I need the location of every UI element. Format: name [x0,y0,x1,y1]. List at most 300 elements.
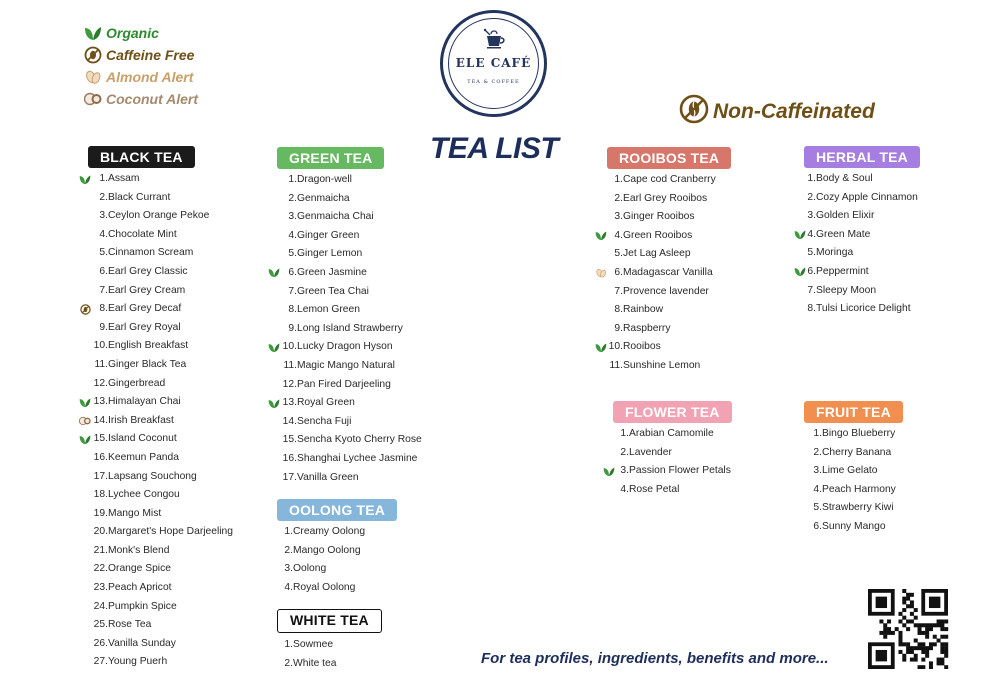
list-item [88,449,233,468]
leaf-icon [794,266,806,278]
item-name: Earl Grey Royal [108,321,181,333]
item-number: 27. [93,656,108,668]
item-number: 1. [807,173,816,184]
coconut-icon [79,415,91,427]
item-number: 1. [813,428,822,439]
item-number: 7. [807,284,816,296]
list-item [277,413,422,432]
leaf-icon [794,266,806,277]
list-item [607,208,731,227]
list-item [277,190,422,209]
item-name: Pumpkin Spice [108,600,177,612]
list-item [804,300,920,319]
list-item [607,320,731,339]
list-item [607,171,731,190]
item-number: 11. [94,358,108,370]
item-number: 18. [93,489,108,501]
list-item [277,264,422,283]
item-name: Ginger Lemon [297,248,363,260]
list-item [804,481,903,500]
legend-almond-alert: Almond Alert [84,66,198,88]
leaf-icon [79,433,91,445]
item-name: Cozy Apple Cinnamon [816,191,918,203]
item-name: Madagascar Vanilla [623,266,713,278]
item-number: 7. [288,285,297,297]
no-caffeine-icon [84,46,102,64]
item-number: 10. [282,341,297,353]
list-item [88,244,233,263]
green-tea-list [277,171,422,487]
item-name: Irish Breakfast [108,414,174,426]
item-number: 3. [288,211,297,223]
list-item [277,301,422,320]
list-item [88,412,233,431]
item-number: 24. [93,600,108,612]
herbal-tea-section [804,146,920,319]
almond-icon [595,267,607,279]
leaf-icon [79,173,91,185]
item-number: 8. [614,304,623,316]
list-item [607,301,731,320]
item-name: Tulsi Licorice Delight [816,303,911,315]
rooibos-tea-header: ROOIBOS TEA [607,147,731,169]
item-number: 1. [99,173,108,184]
flower-tea-header: FLOWER TEA [613,401,732,423]
list-item [804,282,920,301]
list-item [613,462,732,481]
item-number: 13. [282,397,297,409]
item-name: Lapsang Souchong [108,470,197,482]
item-name: Peppermint [816,265,869,277]
list-item [277,542,397,561]
item-number: 12. [93,377,108,389]
item-number: 9. [614,322,623,334]
list-item [277,283,422,302]
item-number: 11. [283,359,297,371]
item-number: 2. [99,191,108,203]
item-number: 4. [620,483,629,495]
item-number: 2. [620,446,629,458]
item-number: 9. [288,322,297,334]
item-name: Rose Petal [629,483,680,495]
logo-subtitle: TEA & COFFEE [467,79,520,85]
item-name: Orange Spice [108,563,171,575]
item-number: 2. [813,446,822,458]
item-number: 16. [93,451,108,463]
list-item [607,357,731,376]
page-title: TEA LIST [430,132,559,165]
list-item [607,283,731,302]
item-number: 5. [288,248,297,260]
list-item [607,264,731,283]
list-item [88,337,233,356]
item-name: Rose Tea [108,619,152,631]
item-number: 3. [620,465,629,477]
item-number: 17. [282,471,297,483]
item-name: Cinnamon Scream [108,247,194,259]
list-item [613,481,732,500]
item-name: Dragon-well [297,174,352,185]
item-number: 6. [807,265,816,277]
list-item [277,579,397,598]
item-name: Mango Oolong [293,544,361,556]
item-name: Genmaicha Chai [297,211,374,223]
leaf-icon [794,229,806,240]
item-name: Pan Fired Darjeeling [297,378,391,390]
list-item [88,356,233,375]
list-item [88,653,233,672]
item-number: 4. [813,483,822,495]
rooibos-tea-section [607,147,731,376]
list-item [804,189,920,208]
list-item [804,462,903,481]
list-item [804,444,903,463]
list-item [277,208,422,227]
leaf-icon [79,396,91,408]
oolong-tea-list [277,523,397,597]
fruit-tea-list [804,425,903,537]
item-number: 26. [93,637,108,649]
non-caffeinated-label: Non-Caffeinated [713,99,875,123]
list-item [804,244,920,263]
item-name: Royal Green [297,397,355,409]
item-number: 25. [93,619,108,631]
list-item [613,425,732,444]
item-name: Green Rooibos [623,229,693,241]
list-item [277,338,422,357]
item-number: 20. [93,526,108,538]
item-number: 6. [813,520,822,532]
list-item [277,357,422,376]
list-item [88,598,233,617]
leaf-icon [268,398,280,409]
item-name: Bingo Blueberry [822,428,896,439]
item-name: Long Island Strawberry [297,322,403,334]
item-name: Body & Soul [816,173,873,184]
item-name: Lucky Dragon Hyson [297,341,393,353]
white-tea-section [277,609,382,673]
item-name: White tea [293,657,337,669]
list-item [804,207,920,226]
item-number: 15. [282,434,297,446]
list-item [88,468,233,487]
item-number: 17. [93,470,108,482]
list-item [88,226,233,245]
item-number: 3. [614,211,623,223]
list-item [277,450,422,469]
herbal-tea-list [804,170,920,319]
green-tea-section [277,147,422,487]
list-item [277,431,422,450]
list-item [88,263,233,282]
item-name: Earl Grey Cream [108,284,186,296]
item-number: 10. [93,340,108,352]
item-name: Green Jasmine [297,266,367,278]
item-name: Sunshine Lemon [623,359,701,371]
item-number: 11. [609,359,623,371]
list-item [277,394,422,413]
item-number: 7. [99,284,108,296]
item-name: Ginger Green [297,229,360,241]
fruit-tea-header: FRUIT TEA [804,401,903,423]
item-name: Young Puerh [108,656,168,668]
herbal-tea-header: HERBAL TEA [804,146,920,168]
list-item [88,616,233,635]
list-item [277,171,422,190]
black-tea-list [88,170,233,672]
fruit-tea-section [804,401,903,537]
item-name: English Breakfast [108,340,189,352]
leaf-icon [268,397,280,409]
item-name: Magic Mango Natural [297,359,395,371]
list-item [607,338,731,357]
item-name: Keemun Panda [108,451,179,463]
item-number: 5. [813,502,822,514]
oolong-tea-header: OOLONG TEA [277,499,397,521]
list-item [88,579,233,598]
item-name: Shanghai Lychee Jasmine [297,452,418,464]
qr-code[interactable] [868,589,953,674]
item-number: 2. [284,544,293,556]
item-number: 5. [99,247,108,259]
list-item [88,635,233,654]
list-item [277,655,382,674]
item-name: Peach Apricot [108,582,172,594]
list-item [804,263,920,282]
leaf-icon [595,341,607,353]
item-name: Cherry Banana [822,446,892,458]
item-number: 9. [99,321,108,333]
leaf-icon [794,229,806,241]
leaf-icon [603,465,615,477]
item-number: 15. [93,433,108,445]
leaf-icon [595,230,607,241]
list-item [88,523,233,542]
item-number: 2. [284,657,293,669]
almond-icon [84,68,102,86]
item-name: Sencha Kyoto Cherry Rose [297,434,422,446]
item-name: Monk's Blend [108,544,170,556]
oolong-tea-section [277,499,397,597]
rooibos-tea-list [607,171,731,376]
leaf-icon [595,230,607,242]
item-number: 2. [288,192,297,204]
list-item [88,505,233,524]
item-number: 3. [813,465,822,477]
item-number: 16. [282,452,297,464]
item-number: 6. [614,266,623,278]
list-item [88,189,233,208]
item-number: 3. [807,210,816,222]
leaf-icon [595,342,607,353]
list-item [277,376,422,395]
green-tea-header: GREEN TEA [277,147,384,169]
item-name: Oolong [293,563,327,575]
item-name: Earl Grey Decaf [108,303,182,315]
item-name: Moringa [816,247,854,259]
black-tea-section [88,146,233,672]
coconut-icon [84,90,102,108]
item-number: 2. [614,192,623,204]
item-number: 6. [288,266,297,278]
item-name: Mango Mist [108,507,162,519]
item-name: Strawberry Kiwi [822,502,894,514]
list-item [613,444,732,463]
item-number: 8. [99,303,108,315]
list-item [277,636,382,655]
item-name: Lychee Congou [108,489,180,501]
item-name: Creamy Oolong [293,526,366,537]
leaf-icon [84,24,102,42]
leaf-icon [268,267,280,278]
item-number: 21. [93,544,108,556]
list-item [277,560,397,579]
list-item [607,245,731,264]
item-number: 4. [99,228,108,240]
list-item [88,393,233,412]
list-item [804,518,903,537]
legend [84,22,198,110]
item-number: 1. [620,428,629,439]
leaf-icon [79,397,91,408]
item-name: Himalayan Chai [108,396,181,408]
item-number: 6. [99,265,108,277]
non-caffeinated-badge [679,94,875,129]
item-number: 1. [284,526,293,537]
list-item [88,560,233,579]
item-number: 2. [807,191,816,203]
item-number: 8. [288,304,297,316]
logo-name: ELE CAFÉ [455,56,532,70]
item-number: 13. [93,396,108,408]
list-item [277,245,422,264]
list-item [277,227,422,246]
list-item [277,523,397,542]
item-number: 4. [284,581,293,593]
list-item [88,300,233,319]
item-name: Green Tea Chai [297,285,369,297]
list-item [88,170,233,189]
cafe-logo [440,10,547,117]
item-name: Lime Gelato [822,465,878,477]
list-item [607,227,731,246]
item-name: Jet Lag Asleep [623,248,691,260]
item-name: Cape cod Cranberry [623,174,716,185]
item-name: Island Coconut [108,433,177,445]
flower-tea-section [613,401,732,499]
list-item [607,190,731,209]
leaf-icon [268,341,280,353]
item-name: Sencha Fuji [297,415,352,427]
item-name: Sunny Mango [822,520,886,532]
item-number: 22. [93,563,108,575]
item-number: 5. [614,248,623,260]
item-number: 3. [99,210,108,222]
item-number: 3. [284,563,293,575]
item-name: Green Mate [816,228,871,240]
item-number: 1. [614,174,623,185]
item-number: 14. [282,415,297,427]
item-name: Genmaicha [297,192,350,204]
list-item [804,226,920,245]
item-name: Chocolate Mint [108,228,177,240]
item-name: Arabian Camomile [629,428,714,439]
item-name: Vanilla Sunday [108,637,176,649]
item-number: 5. [807,247,816,259]
item-name: Margaret's Hope Darjeeling [108,526,234,538]
no-caffeine-icon [679,94,709,129]
list-item [804,170,920,189]
item-name: Ginger Black Tea [108,358,187,370]
list-item [804,425,903,444]
item-number: 12. [282,378,297,390]
footer-text: For tea profiles, ingredients, benefits and more... [481,650,829,667]
item-name: Passion Flower Petals [629,465,731,477]
item-name: Vanilla Green [297,471,359,483]
item-name: Sowmee [293,639,334,650]
item-number: 10. [608,341,623,353]
item-name: Peach Harmony [822,483,896,495]
item-name: Ceylon Orange Pekoe [108,210,210,222]
list-item [88,282,233,301]
item-name: Black Currant [108,191,171,203]
white-tea-list [277,636,382,673]
item-number: 19. [93,507,108,519]
item-name: Royal Oolong [293,581,356,593]
leaf-icon [79,174,91,185]
item-number: 1. [284,639,293,650]
item-name: Lemon Green [297,304,360,316]
item-name: Rainbow [623,304,664,316]
item-name: Rooibos [623,341,661,353]
legend-organic: Organic [84,22,198,44]
list-item [277,469,422,488]
item-name: Lavender [629,446,672,458]
list-item [804,499,903,518]
item-name: Ginger Rooibos [623,211,695,223]
item-name: Raspberry [623,322,671,334]
item-name: Earl Grey Rooibos [623,192,708,204]
list-item [277,320,422,339]
legend-coconut-alert: Coconut Alert [84,88,198,110]
list-item [88,207,233,226]
item-number: 7. [614,285,623,297]
item-number: 4. [807,228,816,240]
black-tea-header: BLACK TEA [88,146,195,168]
leaf-icon [603,466,615,477]
item-number: 14. [93,414,108,426]
leaf-icon [268,342,280,353]
white-tea-header: WHITE TEA [277,609,382,633]
leaf-icon [79,434,91,445]
item-name: Sleepy Moon [816,284,877,296]
item-name: Provence lavender [623,285,709,297]
list-item [88,542,233,561]
list-item [88,430,233,449]
flower-tea-list [613,425,732,499]
legend-caffeine-free: Caffeine Free [84,44,198,66]
item-name: Assam [108,173,140,184]
item-number: 8. [807,303,816,315]
leaf-icon [268,267,280,279]
list-item [88,486,233,505]
list-item [88,375,233,394]
no-caffeine-icon [79,303,91,315]
item-name: Earl Grey Classic [108,265,188,277]
list-item [88,319,233,338]
item-number: 4. [288,229,297,241]
item-number: 4. [614,229,623,241]
